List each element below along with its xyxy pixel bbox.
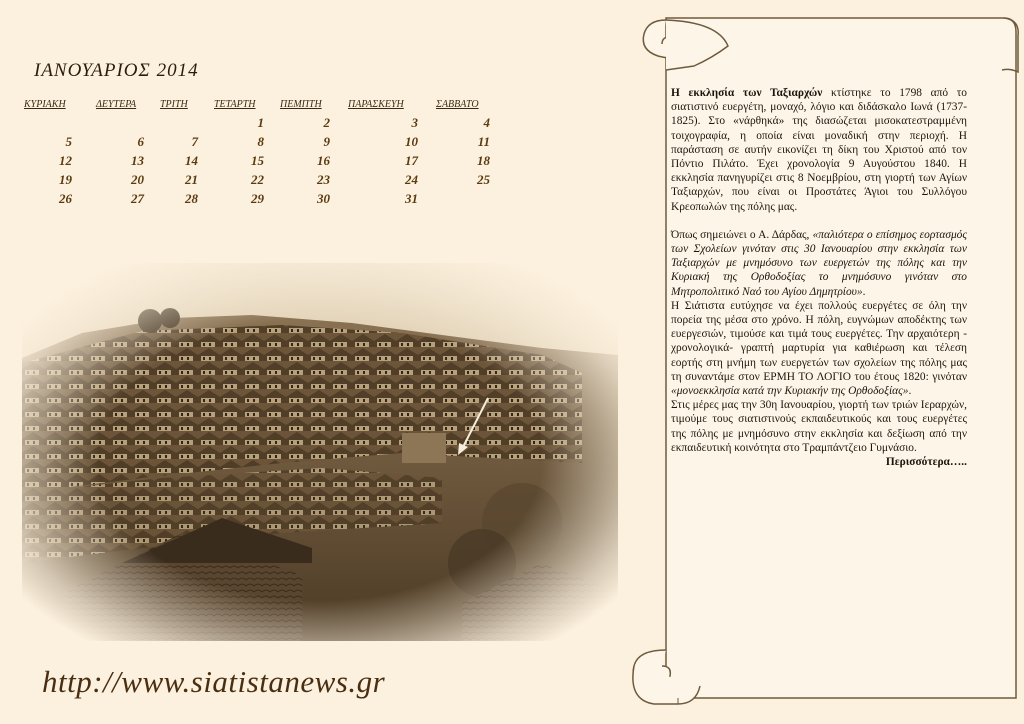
calendar-day: 21 (185, 172, 198, 187)
calendar-weekday-header (24, 99, 504, 115)
weekday-saturday: ΣΑΒΒΑΤΟ (436, 99, 479, 110)
calendar-day: 22 (251, 172, 264, 187)
more-link[interactable]: Περισσότερα….. (885, 456, 967, 469)
calendar-day: 17 (405, 153, 418, 168)
benefactors-text: Η Σιάτιστα ευτύχησε να έχει πολλούς ευεργέτες σε όλη την πορεία της μέσα στο χρόνο. Η πόλη, ευγνώμων αποδέκτης των ευεργεσιών, τιμούσε και τιμά τους ευεργέτες. Την αρχαιότερη - χρονολογικά- γραπτή μαρτυρία για καθιέρωση και τέλεση εορτής στη μνήμη των ευεργετών των σχολείων της πόλης μας τη συναντάμε στον ΕΡΜΗ ΤΟ ΛΟΓΙΟ του έτους 1820: γινόταν (671, 299, 967, 383)
calendar-day: 14 (185, 153, 198, 168)
calendar-day: 31 (405, 191, 418, 206)
calendar-day: 3 (411, 115, 418, 130)
dardas-lead: Όπως σημειώνει ο Α. Δάρδας, (671, 228, 813, 241)
calendar-day: 8 (257, 134, 264, 149)
weekday-wednesday: ΤΕΤΑΡΤΗ (214, 99, 256, 110)
today-text: Στις μέρες μας την 30η Ιανουαρίου, γιορτή των τριών Ιεραρχών, τιμούμε τους σιατιστινούς εκπαιδευτικούς και τους ευεργέτες της πόλης με μνημόσυνο στην εκκλησία και δεξίωση από την εκπαιδευτική κοινότητα στο Τραμπάντζειο Γυμνάσιο. (671, 399, 967, 454)
calendar-day: 18 (477, 153, 490, 168)
calendar-day: 23 (317, 172, 330, 187)
weekday-thursday: ΠΕΜΠΤΗ (280, 99, 322, 110)
calendar-day: 2 (323, 115, 330, 130)
weekday-sunday: ΚΥΡΙΑΚΗ (24, 99, 66, 110)
calendar-day: 26 (59, 191, 72, 206)
paragraph-dardas-quote (671, 228, 967, 299)
calendar-day: 11 (477, 134, 490, 149)
paragraph-today (671, 398, 967, 469)
calendar-day: 12 (59, 153, 72, 168)
benefactors-end: . (908, 385, 912, 398)
paragraph-benefactors (671, 299, 967, 398)
historic-town-photo (22, 263, 618, 641)
calendar-day: 16 (317, 153, 330, 168)
website-url[interactable]: http://www.siatistanews.gr (42, 664, 386, 699)
calendar-day: 5 (65, 134, 72, 149)
weekday-tuesday: ΤΡΙΤΗ (160, 99, 188, 110)
calendar-day: 13 (131, 153, 144, 168)
calendar-week-row (24, 172, 504, 191)
calendar-day: 24 (405, 172, 418, 187)
calendar-week-row (24, 153, 504, 172)
calendar-day: 20 (131, 172, 144, 187)
calendar-day: 30 (317, 191, 330, 206)
dardas-quote: «παλιότερα ο επίσημος εορτασμός των Σχολείων γινόταν στις 30 Ιανουαρίου στην εκκλησία των Ταξιαρχών με μνημόσυνο των ευεργετών της πόλης και την Κυριακή της Ορθοδοξίας το μνημόσυνο γινόταν στο Μητροπολιτικό Ναό του Αγίου Δημητρίου» (671, 228, 967, 298)
calendar-day: 25 (477, 172, 490, 187)
calendar-day: 7 (191, 134, 198, 149)
calendar-day: 27 (131, 191, 144, 206)
calendar-day: 6 (137, 134, 144, 149)
paragraph-church-history (671, 86, 967, 214)
calendar-title: ΙΑΝΟΥΑΡΙΟΣ 2014 (34, 60, 199, 81)
church-name: Η εκκλησία των Ταξιαρχών (671, 87, 823, 99)
calendar-day: 29 (251, 191, 264, 206)
calendar-day: 15 (251, 153, 264, 168)
calendar-day: 19 (59, 172, 72, 187)
calendar-week-row (24, 134, 504, 153)
dardas-end: . (862, 285, 866, 298)
calendar-day: 9 (323, 134, 330, 149)
calendar-day: 10 (405, 134, 418, 149)
weekday-friday: ΠΑΡΑΣΚΕΥΗ (348, 99, 404, 110)
calendar-grid (24, 99, 504, 210)
calendar-day: 1 (257, 115, 264, 130)
town-photo-image (22, 263, 618, 641)
calendar-week-row (24, 191, 504, 210)
church-history-text: κτίστηκε το 1798 από το σιατιστινό ευεργέτη, μοναχό, λόγιο και διδάσκαλο Ιωνά (1737-1825). Στο «νάρθηκά» της διασώζεται μισοκατεστραμμένη τοιχογραφία, η οποία είναι μοναδική στην περιοχή. Η παράσταση σε αυτήν εικονίζει τη δίκη του Χριστού από τον Πόντιο Πιλάτο. Έχει χρονολογία 9 Αυγούστου 1840. Η εκκλησία πανηγυρίζει στις 8 Νοεμβρίου, στη γιορτή των Αγίων Ταξιαρχών, που είναι οι Προστάτες Άγιοι του Συλλόγου Κρεοπωλών της πόλης μας. (671, 87, 967, 213)
weekday-monday: ΔΕΥΤΕΡΑ (96, 99, 137, 110)
calendar-week-row (24, 115, 504, 134)
calendar-day: 4 (483, 115, 490, 130)
ermis-quote: «μονοεκκλησία κατά την Κυριακήν της Ορθοδοξίας» (671, 385, 909, 398)
calendar-day: 28 (185, 191, 198, 206)
article-text (671, 86, 967, 469)
